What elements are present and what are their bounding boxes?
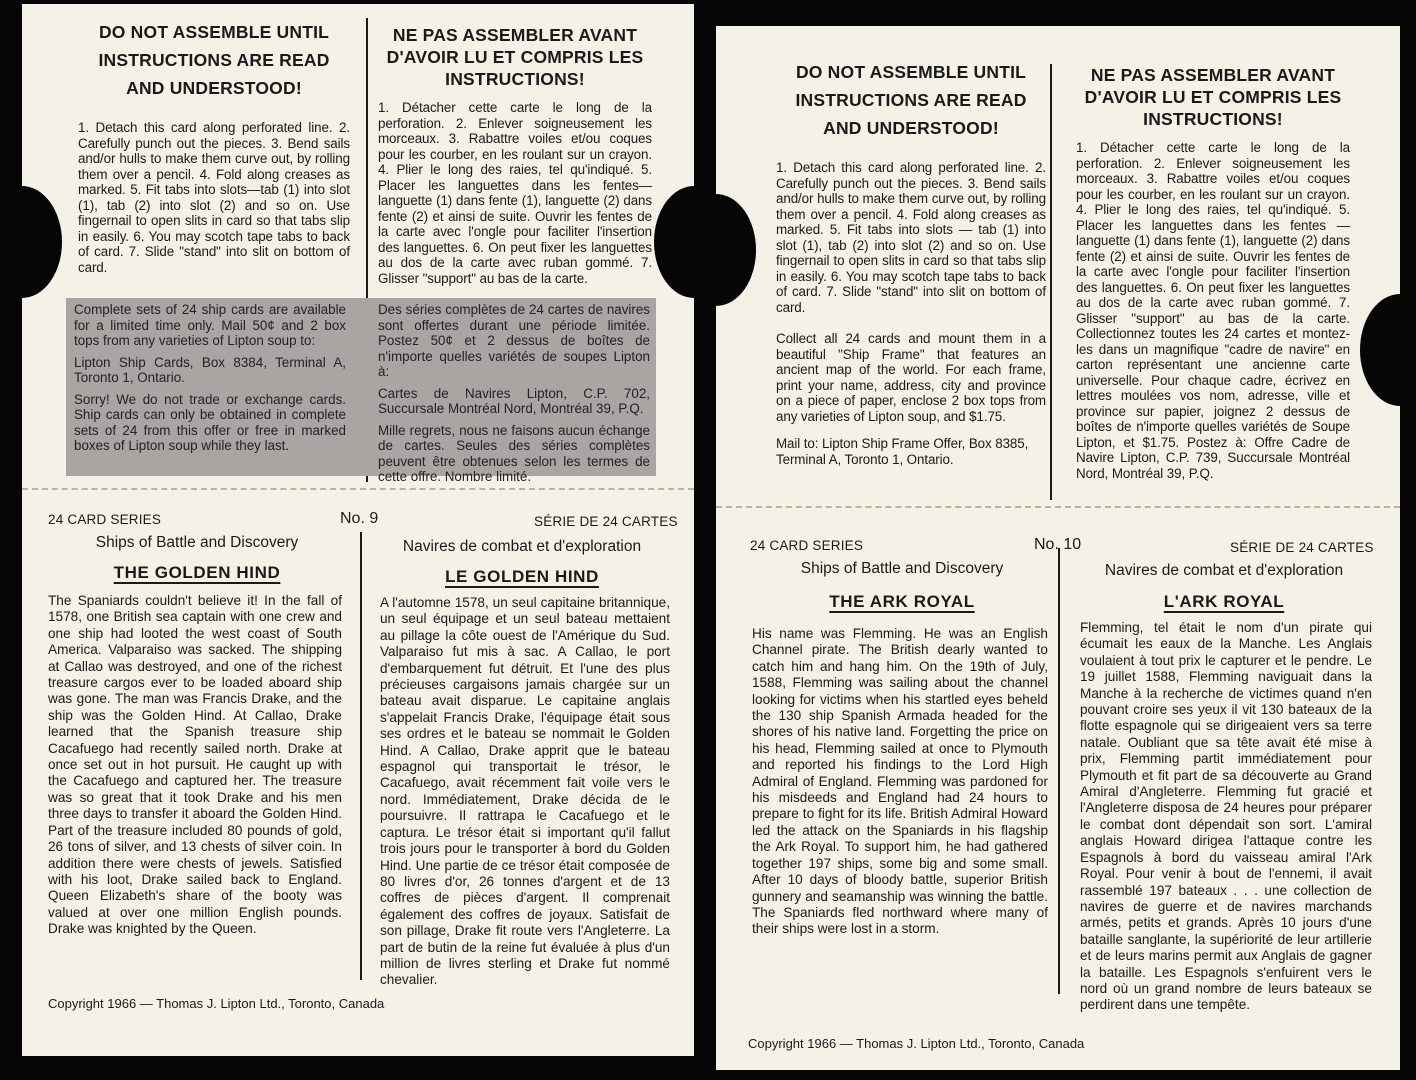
frame-offer-text: Collect all 24 cards and mount them in a beautiful "Ship Frame" that features an ancient map of the world. For each frame, print your name, address, city and province on a piece of paper, enclose 2 box tops from any varieties of Lipton soup, and $1.75. (776, 331, 1046, 424)
series-subtitle-fr: Navires de combat et d'exploration (1104, 562, 1344, 579)
offer-french (378, 302, 650, 491)
ship-title-fr: L'ARK ROYAL (1163, 592, 1285, 611)
instructions-text: 1. Detach this card along perforated line. 2. Carefully punch out the pieces. 3. Bend sails and/or hulls to make them curve out, by rolling them over a pencil. 4. Fold along creases as marked. 5. Fit tabs into slots — tab (1) into slot (1), tab (2) into slot (2) and so on. Use fingernail to open slits in card so that tabs slip in easily. 6. You may scotch tape tabs to back of card. 7. Slide "stand" into slit on bottom of card. (776, 160, 1046, 315)
column-divider (1050, 64, 1052, 500)
perforated-line (716, 506, 1400, 508)
instructions-text: 1. Détacher cette carte le long de la perforation. 2. Enlever soigneusement les morceaux. 3. Rabattre voiles et/ou coques pour les courber, en les roulant sur un crayon. 4. Plier le long des raies, tel qu'indiqué. 5. Placer les languettes dans les fentes—languette (1) dans fente (1), languette (2) dans fente (2) et ainsi de suite. Ouvrir les fentes de la carte avec l'ongle pour faciliter l'insertion des languettes. 6. On peut fixer les languettes au dos de la carte avec ruban gommé. 7. Glisser "support" au bas de la carte. (378, 100, 652, 286)
card-punch-notch-right (654, 186, 694, 298)
instructions-text: 1. Detach this card along perforated line. 2. Carefully punch out the pieces. 3. Bend sails and/or hulls to make them curve out, by rolling them over a pencil. 4. Fold along creases as marked. 5. Fit tabs into slots—tab (1) into slot (1), tab (2) into slot (2) and so on. Use fingernail to open slits in card so that tabs slip in easily. 6. You may scotch tape tabs to back of card. 7. Slide "stand" into slit on bottom of card. (78, 120, 350, 275)
ship-card-ark-royal (716, 26, 1400, 1070)
offer-address: Lipton Ship Cards, Box 8384, Terminal A, Toronto 1, Ontario. (74, 354, 346, 385)
instructions-french (378, 24, 652, 286)
series-label-en: 24 CARD SERIES (48, 512, 162, 527)
ship-title-en: THE ARK ROYAL (829, 592, 975, 611)
series-subtitle-fr: Navires de combat et d'exploration (402, 538, 642, 555)
copyright-notice: Copyright 1966 — Thomas J. Lipton Ltd., Toronto, Canada (748, 1036, 1085, 1051)
series-label-en: 24 CARD SERIES (750, 538, 864, 553)
copyright-notice: Copyright 1966 — Thomas J. Lipton Ltd., Toronto, Canada (48, 996, 385, 1011)
offer-paragraph: Des séries complètes de 24 cartes de navires sont offertes durant une période limitée. Postez 50¢ et 2 dessus de boîtes de n'importe quelles variétés de soupes Lipton à: (378, 302, 650, 379)
series-label-fr: SÉRIE DE 24 CARTES (534, 514, 678, 529)
ship-story-en: The Spaniards couldn't believe it! In the fall of 1578, one British sea captain with one crew and one ship had looted the west coast of South America. Valparaiso was sacked. The shipping at Callao was destroyed, and one of the richest treasure cargos ever to be loaded aboard ship was gone. The man was Francis Drake, and the ship was the Golden Hind. At Callao, Drake learned that the Spanish treasure ship Cacafuego had recently sailed north. Drake at once set out in hot pursuit. He caught up with the Cacafuego and captured her. The treasure was so great that it took Drake and his men three days to transfer it aboard the Golden Hind. Part of the treasure included 80 pounds of gold, 26 tons of silver, and 13 chests of silver coin. In addition there were chests of jewels. Satisfied with his loot, Drake sailed back to England. Queen Elizabeth's share of the booty was valued at over one million English pounds. Drake was knighted by the Queen. (48, 593, 342, 937)
card-punch-notch-left (22, 186, 62, 298)
instructions-text: 1. Détacher cette carte le long de la perforation. 2. Enlever soigneusement les morceaux. 3. Rabattre voiles et/ou coques pour les courber, en les roulant sur un crayon. 4. Plier le long des raies, tel qu'indiqué. 5. Placer les languettes dans les fentes — languette (1) dans fente (1), languette (2) dans fente (2) et ainsi de suite. Ouvrir les fentes de la carte avec l'ongle pour faciliter l'insertion des languettes. 6. On peut fixer les languettes au dos de la carte avec ruban gommé. 7. Glisser "support" au bas de la carte. Collectionnez toutes les 24 cartes et montez-les dans un magnifique "cadre de navire" en carton représentant une ancienne carte universelle. Pour chaque cadre, écrivez en lettres moulées vos nom, adresse, ville et province sur papier, joignez 2 dessus de boîtes de n'importe quelles variétés de Soupe Lipton, et $1.75. Postez à: Offre Cadre de Navire Lipton, C.P. 739, Succursale Montréal Nord, Montréal 39, P.Q. (1076, 140, 1350, 481)
offer-panel (66, 298, 656, 484)
offer-address: Cartes de Navires Lipton, C.P. 702, Succursale Montréal Nord, Montréal 39, P.Q. (378, 385, 650, 416)
column-divider (360, 532, 362, 980)
ship-title-en: THE GOLDEN HIND (113, 563, 281, 582)
instructions-english (78, 18, 350, 275)
instructions-heading: NE PAS ASSEMBLER AVANT D'AVOIR LU ET COMPRIS LES INSTRUCTIONS! (386, 25, 644, 89)
instructions-heading: DO NOT ASSEMBLE UNTIL INSTRUCTIONS ARE READ AND UNDERSTOOD! (98, 22, 330, 98)
card-punch-notch-left (716, 194, 756, 306)
frame-offer-address: Mail to: Lipton Ship Frame Offer, Box 8385, Terminal A, Toronto 1, Ontario. (776, 436, 1029, 467)
column-divider (1058, 548, 1060, 994)
ship-story-en: His name was Flemming. He was an English Channel pirate. The British dearly wanted to catch him and hang him. On the 19th of July, 1588, Flemming was sailing about the channel looking for victims when his startled eyes beheld the 130 ship Spanish Armada headed for the shores of his native land. Forgetting the price on his head, Flemming sailed at once to Plymouth and reported his findings to the Lord High Admiral of England. Flemming was pardoned for his misdeeds and England had 24 hours to prepare to fight for its life. British Admiral Howard led the attack on the Spaniards in his flagship the Ark Royal. To support him, he had gathered together 197 ships, some big and some small. After 10 days of bloody battle, superior British gunnery and seamanship was winning the battle. The Spaniards fled northward where many of their ships were lost in a storm. (752, 626, 1048, 937)
offer-paragraph: Mille regrets, nous ne faisons aucun échange de cartes. Seules des séries complètes peuvent être obtenues selon les termes de cette offre. Nombre limité. (378, 422, 650, 484)
series-subtitle-en: Ships of Battle and Discovery (800, 560, 1004, 577)
offer-paragraph: Complete sets of 24 ship cards are available for a limited time only. Mail 50¢ and 2 box tops from any varieties of Lipton soup to: (74, 302, 346, 348)
series-label-fr: SÉRIE DE 24 CARTES (1230, 540, 1374, 555)
card-number: No. 9 (340, 510, 379, 527)
card-punch-notch-right (1360, 294, 1400, 406)
instructions-heading: DO NOT ASSEMBLE UNTIL INSTRUCTIONS ARE READ AND UNDERSTOOD! (795, 62, 1027, 138)
ship-story-fr: A l'automne 1578, un seul capitaine britannique, un seul équipage et un seul bateau mettaient au pillage la côte ouest de l'Amérique du Sud. Valparaiso fut mis à sac. A Callao, le port d'embarquement fut détruit. Et l'une des plus précieuses cargaisons jamais chargée sur un bateau avait disparue. Le capitaine anglais s'appelait Francis Drake, l'équipage était sous ses ordres et le bateau se nommait le Golden Hind. A Callao, Drake apprit que le bateau espagnol qui transportait le trésor, le Cacafuego, avait récemment fait voile vers le nord. Immédiatement, Drake décida de le poursuivre. Il rattrapa le Cacafuego et le captura. Le trésor était si important qu'il fallut trois jours pour le transporter à bord du Golden Hind. Une partie de ce trésor était composée de 80 livres d'or, 26 tonnes d'argent et de 13 coffres de pièces d'argent. Il comprenait également des coffres de joyaux. Satisfait de son pillage, Drake fit route vers l'Angleterre. La part de butin de la reine fut évaluée à plus d'un million de livres sterling et Drake fut nommé chevalier. (380, 595, 670, 988)
ship-card-golden-hind (22, 4, 694, 1056)
ship-story-fr: Flemming, tel était le nom d'un pirate qui écumait les eaux de la Manche. Les Anglais voulaient à tout prix le capturer et le pendre. Le 19 juillet 1588, Flemming naviguait dans la Manche à la recherche de victimes quand n'en pouvant croire ses yeux il vit 130 bateaux de la flotte espagnole qui se dirigeaient vers sa terre natale. Oubliant que sa tête avait été mise à prix, Flemming partit immédiatement pour Plymouth et fit part de sa découverte au Grand Amiral d'Angleterre. Flemming fut gracié et l'Angleterre disposa de 24 heures pour préparer le combat dont dépendait son sort. L'amiral anglais Howard dirigea l'attaque contre les Espagnols à bord du vaisseau amiral l'Ark Royal. Pour venir à bout de l'ennemi, il avait rassemblé 197 bateaux . . . une collection de navires de guerre et de navires marchands armés, petits et grands. Après 10 jours d'une bataille sanglante, la supériorité de leur artillerie et de leurs marins permit aux Anglais de gagner la bataille. Les Espagnols s'enfuirent vers le nord où un grand nombre de leurs bateaux se perdirent dans une tempête. (1080, 620, 1372, 1013)
offer-paragraph: Sorry! We do not trade or exchange cards. Ship cards can only be obtained in complete sets of 24 from this offer or free in marked boxes of Lipton soup while they last. (74, 391, 346, 453)
instructions-french (1076, 64, 1350, 481)
ship-title-fr: LE GOLDEN HIND (445, 567, 599, 586)
instructions-heading: NE PAS ASSEMBLER AVANT D'AVOIR LU ET COMPRIS LES INSTRUCTIONS! (1084, 65, 1342, 129)
card-number: No. 10 (1034, 536, 1082, 553)
instructions-english (776, 58, 1046, 473)
series-subtitle-en: Ships of Battle and Discovery (95, 534, 299, 551)
offer-english (74, 302, 346, 460)
